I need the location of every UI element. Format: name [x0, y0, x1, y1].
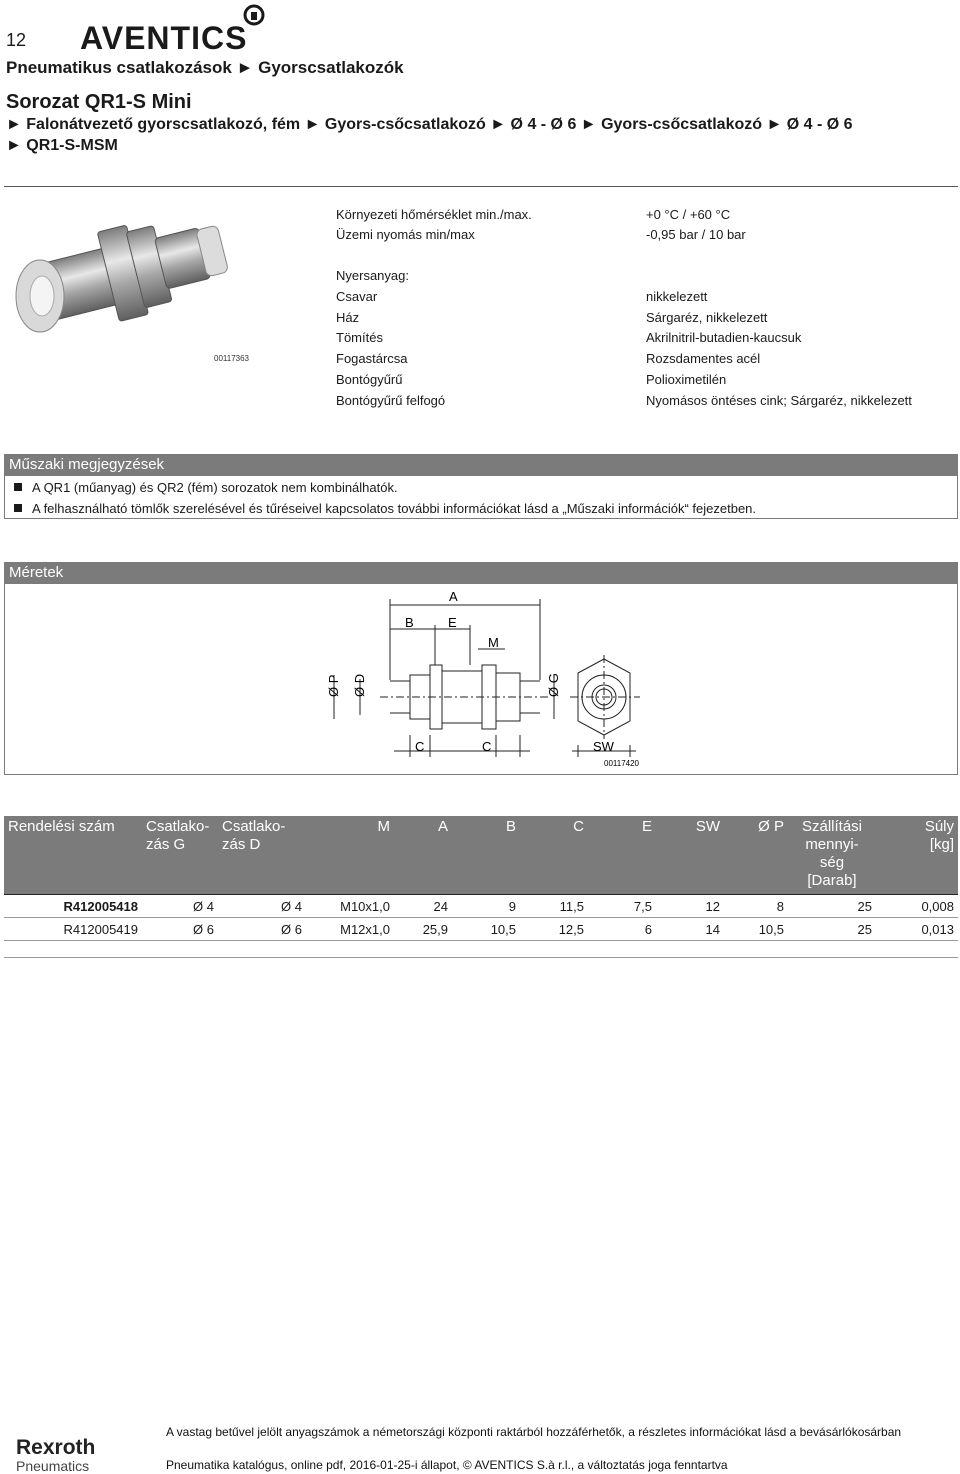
tech-note-text: A felhasználható tömlők szerelésével és tűréseivel kapcsolatos további információkat lásd a „Műszaki információk“ fejezetben.	[32, 501, 757, 516]
cell: Ø 6	[142, 918, 218, 941]
col-sw: SW	[656, 816, 724, 895]
col-weight: Súly [kg]	[876, 816, 958, 895]
material-label: Csavar	[336, 289, 378, 304]
rexroth-logo: Rexroth	[16, 1436, 96, 1459]
table-row	[4, 895, 958, 918]
material-value: Polioximetilén	[646, 372, 727, 387]
cell: 10,5	[452, 918, 520, 941]
page-title: Sorozat QR1-S Mini	[6, 91, 192, 113]
cell: 0,013	[876, 918, 958, 941]
rexroth-logo-sub: Pneumatics	[16, 1458, 90, 1474]
dim-label-a: A	[449, 589, 458, 604]
tech-notes-header	[4, 454, 958, 476]
material-value: Nyomásos öntéses cink; Sárgaréz, nikkelezett	[646, 393, 912, 408]
dim-label-b: B	[405, 615, 414, 630]
image-code: 00117363	[214, 354, 249, 363]
content-end-divider	[4, 957, 958, 958]
material-value: Sárgaréz, nikkelezett	[646, 310, 768, 325]
cell: 11,5	[520, 895, 588, 918]
dimensions-header	[4, 562, 958, 584]
dim-label-g: Ø G	[546, 673, 561, 697]
table-row	[4, 918, 958, 941]
cell: 25,9	[394, 918, 452, 941]
col-e: E	[588, 816, 656, 895]
cell: M10x1,0	[306, 895, 394, 918]
col-connection-d: Csatlako- zás D	[218, 816, 306, 895]
cell: 9	[452, 895, 520, 918]
dim-label-e: E	[448, 615, 457, 630]
spec-label-temperature: Környezeti hőmérséklet min./max.	[336, 207, 532, 222]
cell: 7,5	[588, 895, 656, 918]
dim-label-sw: SW	[593, 739, 614, 754]
product-path-line-2: ► QR1-S-MSM	[6, 137, 118, 154]
cell: 6	[588, 918, 656, 941]
footer-catalog-line: Pneumatika katalógus, online pdf, 2016-01-25-i állapot, © AVENTICS S.à r.l., a változtatás joga fenntartva	[166, 1458, 728, 1472]
product-path-line-1: ► Falonátvezető gyorscsatlakozó, fém ► Gyors-csőcsatlakozó ► Ø 4 - Ø 6 ► Gyors-csőcsatlakozó ► Ø 4 - Ø 6	[6, 116, 853, 133]
cell: 25	[788, 918, 876, 941]
cell: Ø 6	[218, 918, 306, 941]
dim-label-m: M	[488, 635, 499, 650]
cell: Ø 4	[218, 895, 306, 918]
tech-notes-title: Műszaki megjegyzések	[9, 456, 165, 473]
spec-value-temperature: +0 °C / +60 °C	[646, 207, 731, 222]
cell: 14	[656, 918, 724, 941]
aventics-logo	[80, 3, 270, 53]
material-label: Bontógyűrű felfogó	[336, 393, 446, 408]
bullet-icon	[14, 483, 22, 491]
cell: 12,5	[520, 918, 588, 941]
table-header-row	[4, 816, 958, 895]
brand-text: AVENTICS	[80, 20, 248, 53]
cell: 24	[394, 895, 452, 918]
cell-order-number: R412005419	[4, 918, 142, 941]
dim-label-d: Ø D	[352, 673, 367, 697]
cell: 10,5	[724, 918, 788, 941]
product-photo	[8, 198, 248, 348]
cell: M12x1,0	[306, 918, 394, 941]
cell: 12	[656, 895, 724, 918]
bullet-icon	[14, 504, 22, 512]
dim-label-p: Ø P	[326, 674, 341, 697]
cell-order-number: R412005418	[4, 895, 142, 918]
col-p: Ø P	[724, 816, 788, 895]
col-c: C	[520, 816, 588, 895]
col-a: A	[394, 816, 452, 895]
cell: 25	[788, 895, 876, 918]
dimension-drawing	[310, 585, 660, 775]
material-label: Fogastárcsa	[336, 351, 408, 366]
material-label: Ház	[336, 310, 360, 325]
tech-note-item	[14, 480, 398, 495]
order-table	[4, 816, 958, 941]
tech-note-text: A QR1 (műanyag) és QR2 (fém) sorozatok nem kombinálhatók.	[32, 480, 398, 495]
header-divider	[4, 186, 958, 187]
spec-label-pressure: Üzemi nyomás min/max	[336, 227, 475, 242]
materials-heading: Nyersanyag:	[336, 268, 409, 283]
spec-value-pressure: -0,95 bar / 10 bar	[646, 227, 746, 242]
col-order-number: Rendelési szám	[4, 816, 142, 895]
material-label: Tömítés	[336, 330, 383, 345]
tech-note-item	[14, 501, 756, 516]
col-m: M	[306, 816, 394, 895]
cell: 8	[724, 895, 788, 918]
footer-note: A vastag betűvel jelölt anyagszámok a németországi központi raktárból hozzáférhetők, a részletes információkat lásd a bevásárlókosárban	[166, 1425, 902, 1439]
material-value: Rozsdamentes acél	[646, 351, 761, 366]
material-label: Bontógyűrű	[336, 372, 403, 387]
dimensions-title: Méretek	[9, 564, 64, 581]
col-connection-g: Csatlako- zás G	[142, 816, 218, 895]
cell: 0,008	[876, 895, 958, 918]
cell: Ø 4	[142, 895, 218, 918]
col-quantity: Szállítási mennyi- ség [Darab]	[788, 816, 876, 895]
material-value: Akrilnitril-butadien-kaucsuk	[646, 330, 802, 345]
material-value: nikkelezett	[646, 289, 708, 304]
breadcrumb: Pneumatikus csatlakozások ► Gyorscsatlakozók	[6, 58, 404, 77]
page-number: 12	[6, 30, 27, 50]
col-b: B	[452, 816, 520, 895]
drawing-code: 00117420	[604, 759, 639, 768]
dim-label-c2: C	[482, 739, 492, 754]
dim-label-c1: C	[415, 739, 425, 754]
